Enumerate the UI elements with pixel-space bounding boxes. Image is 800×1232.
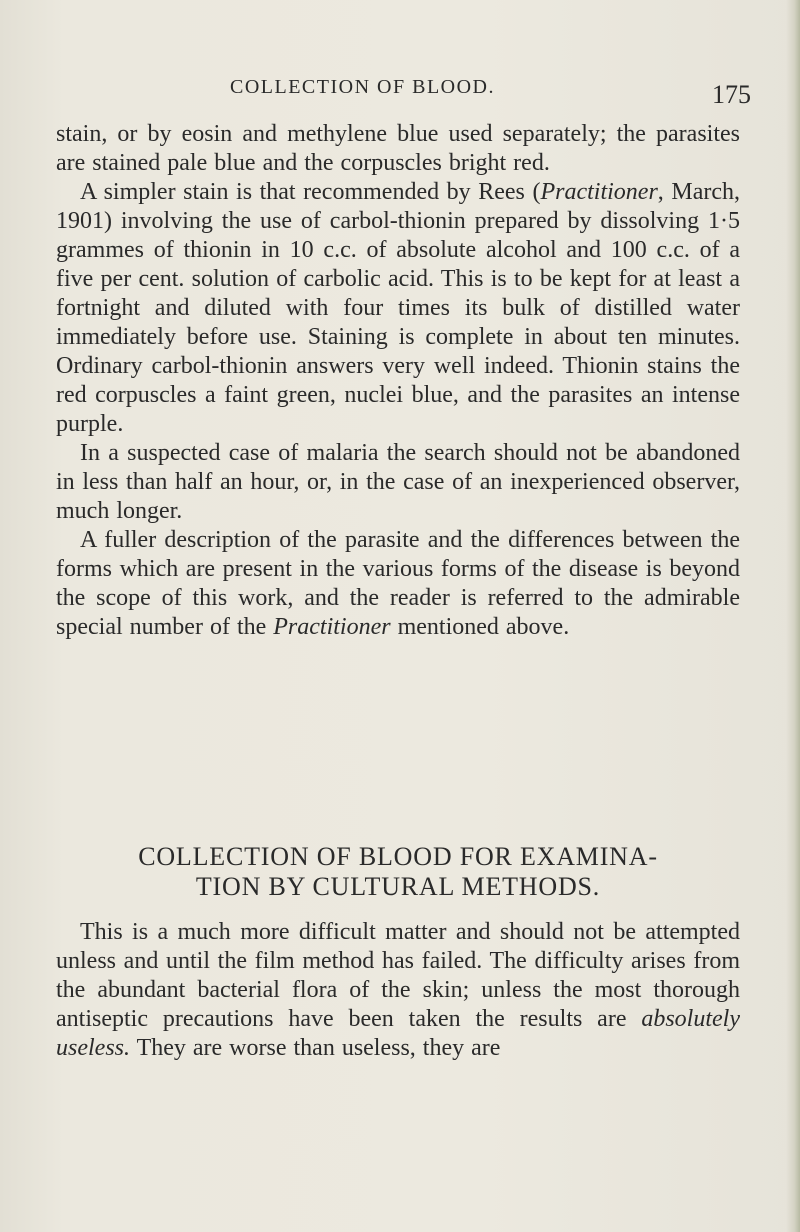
paragraph: [56, 918, 740, 1063]
section-heading-line-1: COLLECTION OF BLOOD FOR EXAMINA-: [138, 842, 658, 871]
paragraph-text: They are worse than useless, they are: [130, 1035, 501, 1061]
section-heading: [56, 842, 740, 902]
body-text-top: [56, 120, 740, 642]
paragraph: [56, 439, 740, 526]
page-edge-shadow: [786, 0, 800, 1232]
page-number: 175: [712, 80, 751, 109]
paragraph-text: A simpler stain is that recommended by Rees (: [80, 179, 541, 205]
paragraph-text: A fuller description of the parasite and the differences between the forms which are present in the various forms of the disease is beyond the scope of this work, and the reader is referred to the admirable special number of the: [56, 527, 740, 640]
paragraph: [56, 526, 740, 642]
paragraph: [56, 178, 740, 439]
body-text-bottom: [56, 918, 740, 1063]
section-heading-line-2: TION BY CULTURAL METHODS.: [195, 872, 601, 901]
paragraph-text: stain, or by eosin and methylene blue used separately; the parasites are stained pale blue and the corpuscles bright red.: [56, 121, 740, 176]
italic-text: Practitioner: [540, 179, 658, 205]
paragraph-text: , March, 1901) involving the use of carbol-thionin prepared by dissolving 1·5 grammes of thionin in 10 c.c. of absolute alcohol and 100 c.c. of a five per cent. solution of carbolic acid. This is to be kept for at least a fortnight and diluted with four times its bulk of distilled water immediately before use. Staining is complete in about ten minutes. Ordinary carbol-thionin answers very well indeed. Thionin stains the red corpuscles a faint green, nuclei blue, and the parasites an intense purple.: [56, 179, 741, 437]
italic-text: absolutely useless.: [56, 1006, 740, 1061]
paragraph-text: In a suspected case of malaria the search should not be abandoned in less than half an hour, or, in the case of an inexperienced observer, much longer.: [56, 440, 740, 524]
paragraph: [56, 120, 740, 178]
italic-text: Practitioner: [273, 614, 391, 640]
running-head: COLLECTION OF BLOOD.: [230, 76, 495, 98]
paragraph-text: This is a much more difficult matter and should not be attempted unless and until the film method has failed. The difficulty arises from the abundant bacterial flora of the skin; unless the most thorough antiseptic precautions have been taken the results are: [56, 919, 740, 1032]
paragraph-text: mentioned above.: [390, 614, 570, 640]
